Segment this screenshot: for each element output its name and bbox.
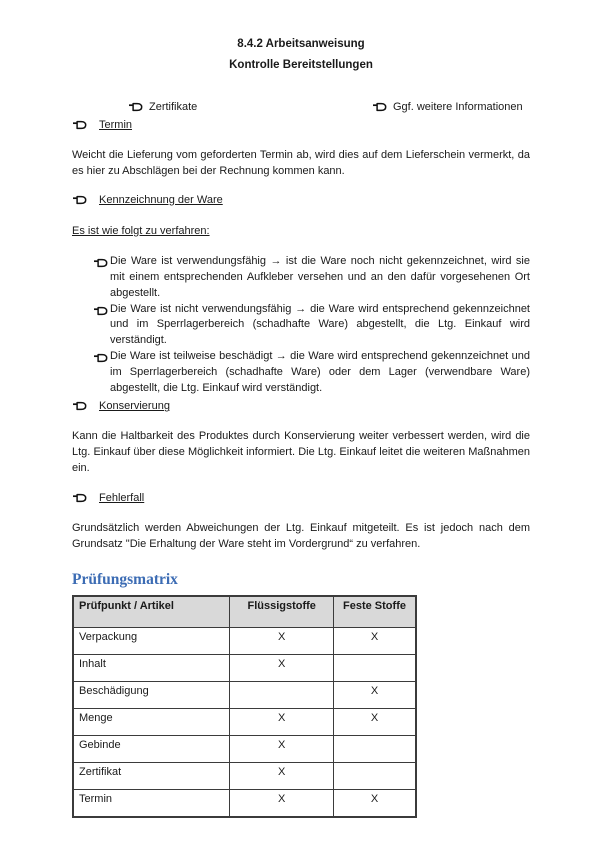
cell-fluessig: X [230,709,334,736]
row-label: Zertifikat [73,763,230,790]
row-label: Inhalt [73,655,230,682]
list-item-text: Die Ware ist teilweise beschädigt → die Ware wird entsprechend gekennzeichnet und im Sperrlagerbereich (schadhafte Ware) oder dem Lager (verwendbare Ware) abgestellt, die Ltg. Einkauf wird verständigt. [110,350,530,395]
section-heading-fehlerfall [72,491,530,507]
table-row [73,628,416,655]
table-row [73,790,416,818]
table-header-row [73,596,416,628]
list-item-text: Die Ware ist nicht verwendungsfähig → die Ware wird entsprechend gekennzeichnet und im Sperrlagerbereich (schadhafte Ware) abgestellt, die Ltg. Einkauf wird verständigt. [110,302,530,347]
column-header-pruefpunkt: Prüfpunkt / Artikel [73,596,230,628]
row-label: Gebinde [73,736,230,763]
bullet-label: Zertifikate [149,101,198,113]
pen-bullet-icon [72,493,87,503]
cell-fluessig: X [230,655,334,682]
procedure-intro: Es ist wie folgt zu verfahren: [72,224,210,237]
procedure-list [72,254,530,397]
column-header-fluessigstoffe: Flüssigstoffe [230,596,334,628]
top-bullet-row [72,100,530,116]
cell-fest: X [334,682,417,709]
cell-fest: X [334,709,417,736]
pen-bullet-icon [372,102,387,112]
row-label: Termin [73,790,230,818]
section-label: Fehlerfall [99,491,145,504]
row-label: Beschädigung [73,682,230,709]
document-title [72,34,530,76]
pruefungsmatrix-table [72,595,417,818]
section-heading-termin [72,118,530,134]
cell-fest [334,655,417,682]
table-row [73,709,416,736]
pen-bullet-icon [93,353,108,363]
bullet-item-zertifikate [128,100,197,116]
pen-bullet-icon [93,258,108,268]
pen-bullet-icon [72,195,87,205]
cell-fest [334,763,417,790]
list-item [72,349,530,397]
list-item-text: Die Ware ist verwendungsfähig → ist die Ware noch nicht gekennzeichnet, wird sie mit einem entsprechenden Aufkleber versehen und an den dafür vorgesehenen Ort abgestellt. [110,254,530,299]
section-heading-kennzeichnung [72,193,530,209]
row-label: Menge [73,709,230,736]
cell-fest: X [334,628,417,655]
title-line-1: 8.4.2 Arbeitsanweisung [237,38,365,50]
section-label: Termin [99,119,133,131]
cell-fluessig: X [230,763,334,790]
matrix-heading: Prüfungsmatrix [72,570,178,588]
cell-fluessig: X [230,628,334,655]
paragraph-fehlerfall: Grundsätzlich werden Abweichungen der Ltg. Einkauf mitgeteilt. Es ist jedoch nach dem Grundsatz "Die Erhaltung der Ware steht im Vordergrund“ zu verfahren. [72,521,530,550]
bullet-label: Ggf. weitere Informationen [393,101,523,113]
column-header-feste-stoffe: Feste Stoffe [334,596,417,628]
list-item [72,254,530,302]
pen-bullet-icon [128,102,143,112]
bullet-item-weitere-informationen [372,100,523,116]
cell-fest [334,736,417,763]
pen-bullet-icon [72,401,87,411]
cell-fluessig: X [230,790,334,818]
table-row [73,655,416,682]
section-label: Konservierung [99,400,170,413]
cell-fest: X [334,790,417,818]
list-item [72,302,530,350]
table-row [73,763,416,790]
section-label: Kennzeichnung der Ware [99,193,223,206]
paragraph-termin: Weicht die Lieferung vom geforderten Termin ab, wird dies auf dem Lieferschein vermerkt, da es hier zu Abschlägen bei der Rechnung kommen kann. [72,148,530,177]
section-heading-konservierung [72,399,530,415]
row-label: Verpackung [73,628,230,655]
title-line-2: Kontrolle Bereitstellungen [229,59,373,71]
paragraph-konservierung: Kann die Haltbarkeit des Produktes durch Konservierung weiter verbessert werden, wird die Ltg. Einkauf über diese Möglichkeit informiert. Die Ltg. Einkauf leitet die weiteren Maßnahmen ein. [72,430,530,474]
table-row [73,736,416,763]
pen-bullet-icon [93,306,108,316]
cell-fluessig: X [230,736,334,763]
table-row [73,682,416,709]
cell-fluessig [230,682,334,709]
pen-bullet-icon [72,120,87,130]
